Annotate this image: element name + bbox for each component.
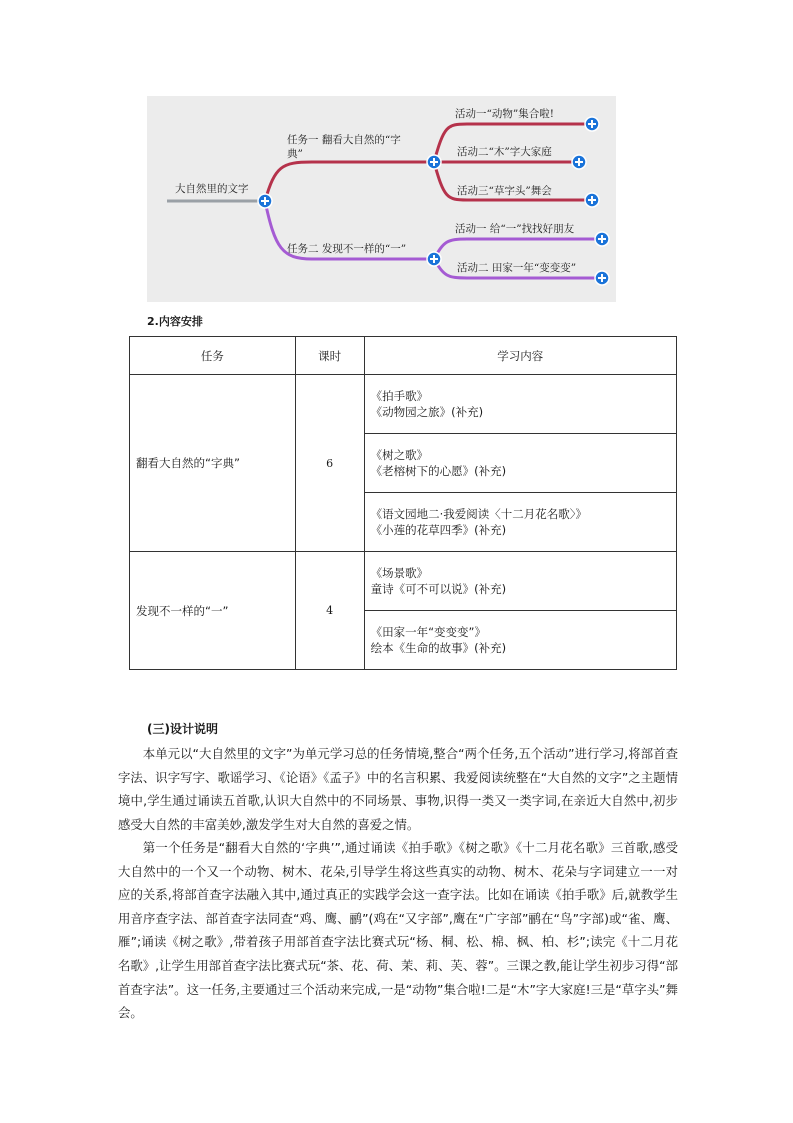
content-group xyxy=(365,375,676,433)
content-line: 《场景歌》 xyxy=(370,566,429,580)
table-header-row xyxy=(130,337,677,375)
content-line: 《语文园地二·我爱阅读〈十二月花名歌〉》 xyxy=(370,507,587,521)
task-cell: 发现不一样的“一” xyxy=(130,552,296,670)
task1-label-line1: 任务一 翻看大自然的“字 xyxy=(287,134,401,146)
content-group xyxy=(365,610,676,669)
content-group xyxy=(365,433,676,492)
hours-cell: 4 xyxy=(295,552,364,670)
content-line: 《田家一年“变变变”》 xyxy=(370,625,487,639)
section-title: 2.内容安排 xyxy=(147,315,203,328)
task-cell: 翻看大自然的“字典” xyxy=(130,375,296,552)
content-group xyxy=(365,552,676,610)
content-arrangement-table xyxy=(129,336,677,670)
task2-plus-icon[interactable] xyxy=(427,252,441,266)
hours-cell: 6 xyxy=(295,375,364,552)
root-plus-icon[interactable] xyxy=(258,194,272,208)
activity-plus-icon[interactable] xyxy=(585,193,599,207)
paragraph-text: 第一个任务是“翻看大自然的‘字典’”,通过诵读《拍手歌》《树之歌》《十二月花名歌》三首歌,感受大自然中的一个又一个动物、树木、花朵,引导学生将这些真实的动物、树木、花朵与字词建立一一对应的关系,将部首查字法融入其中,通过真正的实践学会这一查字法。比如在诵读《拍手歌》后,就教学生用音序查字法、部首查字法同查“鸡、鹰、鹂”(鸡在“又字部”,鹰在“广字部”鹂在“鸟”字部)或“雀、鹰、雁”;诵读《树之歌》,带着孩子用部首查字法比赛式玩“杨、桐、松、棉、枫、柏、杉”;读完《十二月花名歌》,让学生用部首查字法比赛式玩“茶、花、荷、茉、莉、芙、蓉”。三课之教,能让学生初步习得“部首查字法”。这一任务,主要通过三个活动来完成,一是“动物”集合啦!二是“木”字大家庭!三是“草字头”舞会。 xyxy=(118,840,678,1021)
task2-activity2-label: 活动二 田家一年“变变变” xyxy=(457,262,577,274)
task1-activity1-label: 活动一“动物”集合啦! xyxy=(455,108,554,120)
content-line: 绘本《生命的故事》(补充) xyxy=(370,641,507,655)
content-line: 《树之歌》 xyxy=(370,448,429,462)
task1-label-line2: 典” xyxy=(287,148,303,160)
activity-plus-icon[interactable] xyxy=(595,271,609,285)
content-line: 《动物园之旅》(补充) xyxy=(370,405,484,419)
content-cell xyxy=(364,552,676,670)
header-content: 学习内容 xyxy=(364,337,676,375)
task1-activity2-label: 活动二“木”字大家庭 xyxy=(457,146,552,158)
root-node-label: 大自然里的文字 xyxy=(175,183,249,195)
design-paragraph-2 xyxy=(118,836,678,1025)
mind-map xyxy=(147,96,616,302)
design-paragraph-1 xyxy=(118,742,678,836)
task2-label: 任务二 发现不一样的“一” xyxy=(287,243,407,255)
content-line: 《老榕树下的心愿》(补充) xyxy=(370,464,507,478)
header-hours: 课时 xyxy=(295,337,364,375)
activity-plus-icon[interactable] xyxy=(572,155,586,169)
content-line: 《小莲的花草四季》(补充) xyxy=(370,523,507,537)
content-line: 《拍手歌》 xyxy=(370,389,429,403)
task1-branch-line xyxy=(265,162,434,201)
table-row xyxy=(130,552,677,670)
task2-activity1-line xyxy=(434,239,602,259)
table-row xyxy=(130,375,677,552)
content-group xyxy=(365,492,676,551)
activity-plus-icon[interactable] xyxy=(595,232,609,246)
task1-plus-icon[interactable] xyxy=(427,155,441,169)
activity-plus-icon[interactable] xyxy=(585,117,599,131)
design-title: (三)设计说明 xyxy=(147,722,218,736)
header-task: 任务 xyxy=(130,337,296,375)
content-cell xyxy=(364,375,676,552)
content-line: 童诗《可不可以说》(补充) xyxy=(370,582,507,596)
task1-activity3-label: 活动三“草字头”舞会 xyxy=(457,185,552,197)
task2-activity1-label: 活动一 给“一”找找好朋友 xyxy=(455,223,575,235)
paragraph-text: 本单元以“大自然里的文字”为单元学习总的任务情境,整合“两个任务,五个活动”进行学习,将部首查字法、识字写字、歌谣学习、《论语》《孟子》中的名言积累、我爱阅读统整在“大自然的文字”之主题情境中,学生通过诵读五首歌,认识大自然中的不同场景、事物,识得一类又一类字词,在亲近大自然中,初步感受大自然的丰富美妙,激发学生对大自然的喜爱之情。 xyxy=(118,746,678,832)
